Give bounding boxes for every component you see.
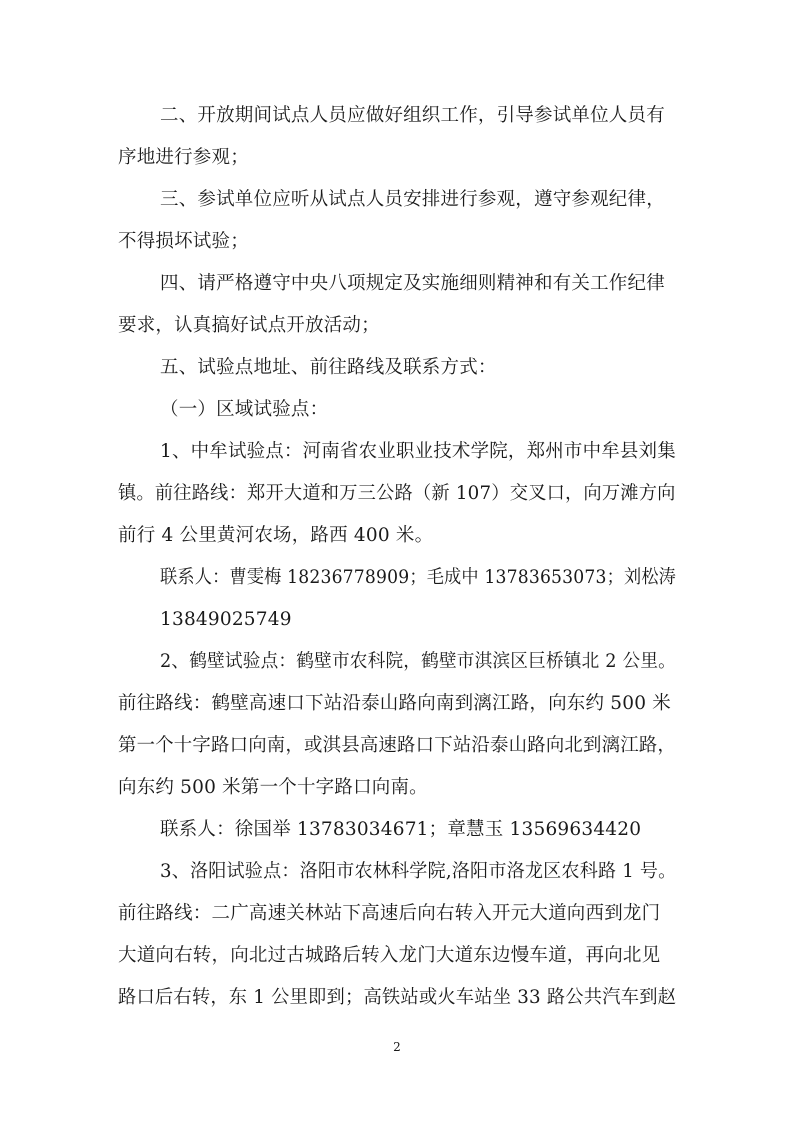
paragraph-line: 向东约 500 米第一个十字路口向南。 [118, 777, 428, 798]
paragraph-line: 四、请严格遵守中央八项规定及实施细则精神和有关工作纪律 [160, 273, 665, 294]
contact-line: 13849025749 [160, 609, 292, 630]
paragraph-line: 第一个十字路口向南，或淇县高速路口下站沿泰山路向北到漓江路， [118, 735, 677, 756]
paragraph-line: 大道向右转，向北过古城路后转入龙门大道东边慢车道，再向北见 [118, 945, 661, 966]
contact-line: 联系人：徐国举 13783034671；章慧玉 13569634420 [160, 819, 642, 840]
paragraph-line: 三、参试单位应听从试点人员安排进行参观，遵守参观纪律， [160, 189, 665, 210]
paragraph-line: 前行 4 公里黄河农场，路西 400 米。 [118, 525, 434, 546]
subsection-heading: （一）区域试验点： [160, 399, 329, 420]
contact-line: 联系人：曹雯梅 18236778909；毛成中 13783653073；刘松涛 [160, 567, 677, 588]
page-number: 2 [393, 1040, 401, 1054]
paragraph-line: 二、开放期间试点人员应做好组织工作，引导参试单位人员有 [160, 105, 665, 126]
section-heading: 五、试验点地址、前往路线及联系方式： [160, 357, 497, 378]
paragraph-line: 前往路线：二广高速关林站下高速后向右转入开元大道向西到龙门 [118, 903, 661, 924]
paragraph-line: 1、中牟试验点：河南省农业职业技术学院，郑州市中牟县刘集 [160, 441, 676, 462]
paragraph-line: 要求，认真搞好试点开放活动； [118, 315, 380, 336]
paragraph-line: 前往路线：鹤壁高速口下站沿泰山路向南到漓江路，向东约 500 米 [118, 693, 671, 714]
paragraph-line: 3、洛阳试验点：洛阳市农林科学院,洛阳市洛龙区农科路 1 号。 [160, 861, 677, 882]
paragraph-line: 路口后右转，东 1 公里即到；高铁站或火车站坐 33 路公共汽车到赵 [118, 987, 677, 1008]
paragraph-line: 不得损坏试验； [118, 231, 249, 252]
paragraph-line: 2、鹤壁试验点：鹤壁市农科院，鹤壁市淇滨区巨桥镇北 2 公里。 [160, 651, 677, 672]
paragraph-line: 序地进行参观； [118, 147, 249, 168]
paragraph-line: 镇。前往路线：郑开大道和万三公路（新 107）交叉口，向万滩方向 [118, 483, 676, 504]
